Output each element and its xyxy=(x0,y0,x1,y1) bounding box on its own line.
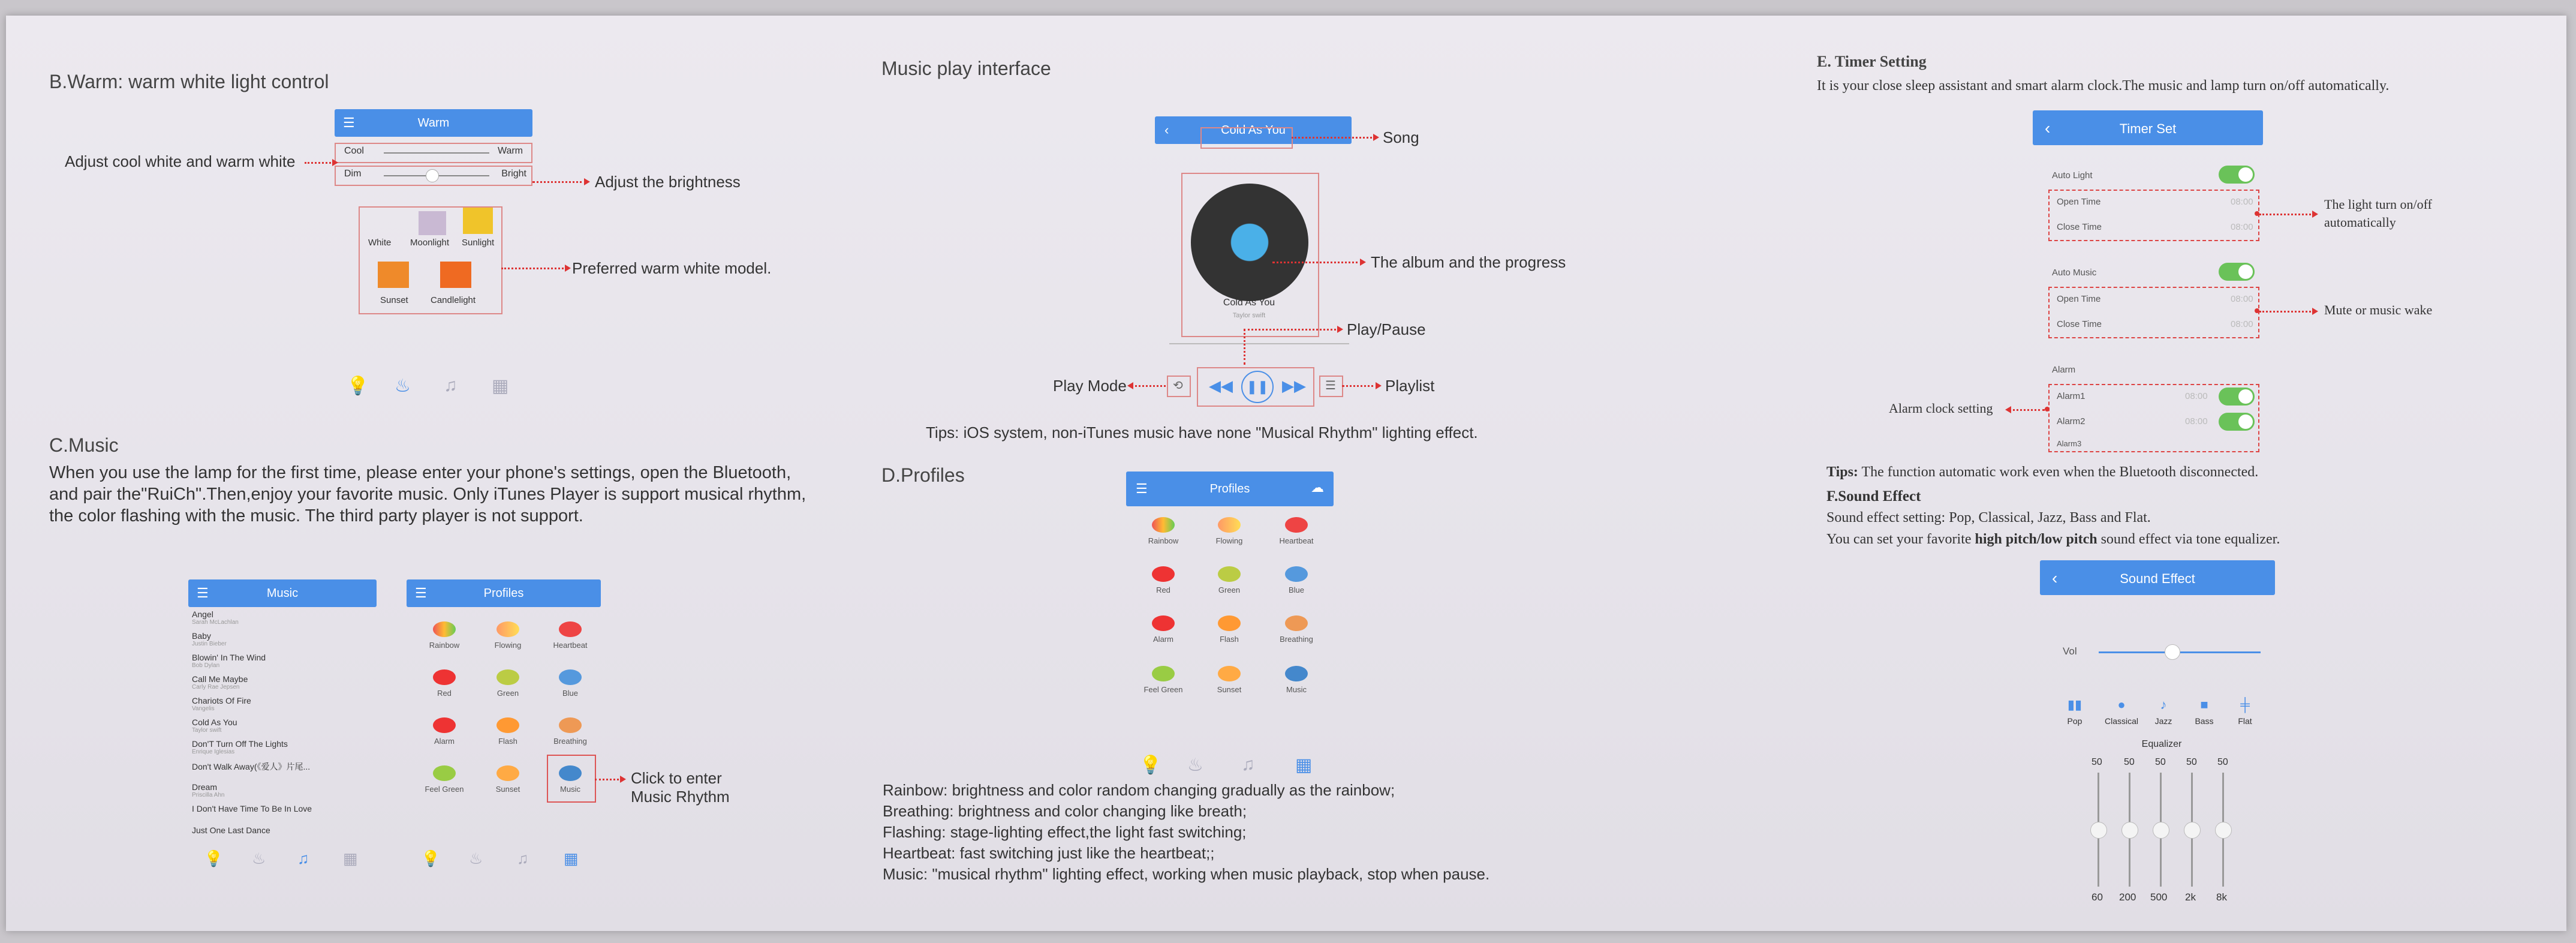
arrow-music-wake xyxy=(2259,311,2315,313)
sunlight-swatch[interactable] xyxy=(463,208,493,234)
eq-knob-200[interactable] xyxy=(2121,822,2138,839)
back-icon[interactable]: ‹ xyxy=(1164,122,1169,137)
bright-label: Bright xyxy=(501,169,526,179)
back-icon[interactable]: ‹ xyxy=(2045,119,2051,137)
list-item[interactable]: Angel Sarah McLachlan xyxy=(192,609,239,626)
profile-flash[interactable]: Flash xyxy=(481,717,535,746)
alarm1-val[interactable]: 08:00 xyxy=(2185,391,2208,401)
list-item[interactable]: Just One Last Dance xyxy=(192,825,270,835)
desc-heartbeat: Heartbeat: fast switching just like the heartbeat;; xyxy=(883,844,1215,862)
profiles-heading: D.Profiles xyxy=(881,464,965,486)
candlelight-swatch[interactable] xyxy=(440,262,471,288)
list-item[interactable]: Baby Justin Bieber xyxy=(192,631,227,647)
profile-blue[interactable]: Blue xyxy=(543,669,597,698)
profile-breathing[interactable]: Breathing xyxy=(1266,615,1326,644)
menu-icon[interactable]: ☰ xyxy=(343,115,355,130)
profiles-tab-icon[interactable]: ▦ xyxy=(343,849,358,867)
bulb-tab-icon[interactable]: 💡 xyxy=(1139,755,1162,775)
ann-brightness: Adjust the brightness xyxy=(595,173,741,191)
music-list-bar xyxy=(188,579,377,607)
eq-freq-60: 60 xyxy=(2092,891,2103,903)
jazz-icon[interactable]: ♪ xyxy=(2160,697,2167,712)
warm-tab-icon[interactable]: ♨ xyxy=(469,849,483,867)
warm-tab-icon[interactable]: ♨ xyxy=(395,376,411,396)
eq-freq-500: 500 xyxy=(2150,891,2168,903)
eq-val-8k: 50 xyxy=(2217,757,2228,767)
preset-pop[interactable]: Pop xyxy=(2067,716,2083,726)
cmusic-heading: C.Music xyxy=(49,434,119,456)
eq-val-60: 50 xyxy=(2092,757,2102,767)
sound-line2: You can set your favorite high pitch/low pitch sound effect via tone equalizer. xyxy=(1826,531,2280,547)
music-tab-icon[interactable]: ♫ xyxy=(297,849,309,867)
light-close-val[interactable]: 08:00 xyxy=(2231,222,2253,232)
preset-jazz[interactable]: Jazz xyxy=(2154,716,2172,726)
menu-icon[interactable]: ☰ xyxy=(1136,481,1148,496)
ann-cool-warm: Adjust cool white and warm white xyxy=(65,152,296,170)
album-song: Cold As You xyxy=(1223,298,1275,308)
back-icon[interactable]: ‹ xyxy=(2052,569,2058,587)
cool-label: Cool xyxy=(344,146,364,156)
warm-heading: B.Warm: warm white light control xyxy=(49,71,329,92)
arrow-brightness xyxy=(532,181,586,183)
bass-icon[interactable]: ■ xyxy=(2200,697,2208,712)
preset-flat[interactable]: Flat xyxy=(2238,716,2252,726)
list-item[interactable]: Blowin' In The Wind Bob Dylan xyxy=(192,653,266,669)
list-item[interactable]: Cold As You Taylor swift xyxy=(192,717,237,734)
light-close-time[interactable]: Close Time xyxy=(2057,222,2102,232)
flat-icon[interactable]: ╪ xyxy=(2240,697,2250,712)
warm-bar-title: Warm xyxy=(417,116,450,130)
bulb-tab-icon[interactable]: 💡 xyxy=(347,376,369,396)
ann-playpause: Play/Pause xyxy=(1347,320,1426,338)
pop-icon[interactable]: ▮▮ xyxy=(2067,697,2083,712)
profile-heartbeat[interactable]: Heartbeat xyxy=(543,621,597,650)
profile-rainbow[interactable]: Rainbow xyxy=(417,621,471,650)
profile-breathing[interactable]: Breathing xyxy=(543,717,597,746)
classical-icon[interactable]: ● xyxy=(2117,697,2126,712)
ann-song: Song xyxy=(1383,128,1419,146)
ann-light: The light turn on/off automatically xyxy=(2324,197,2432,230)
profiles-desc xyxy=(883,780,1489,885)
eq-freq-200: 200 xyxy=(2119,891,2136,903)
profile-flash[interactable]: Flash xyxy=(1199,615,1259,644)
profile-blue[interactable]: Blue xyxy=(1266,566,1326,594)
light-open-time[interactable]: Open Time xyxy=(2057,197,2101,207)
sound-bar xyxy=(2040,560,2275,595)
bulb-tab-icon[interactable]: 💡 xyxy=(204,849,224,867)
arrow-alarm xyxy=(2009,409,2045,411)
music-open-time[interactable]: Open Time xyxy=(2057,294,2101,304)
profiles-small-title: Profiles xyxy=(483,587,524,600)
vol-label: Vol xyxy=(2063,645,2077,657)
ann-album: The album and the progress xyxy=(1371,253,1566,271)
arrow-cool-warm xyxy=(305,162,335,164)
bluetooth-speaker-icon[interactable]: ☁ xyxy=(1311,480,1324,495)
list-item[interactable]: Don'T Turn Off The Lights Enrique Iglesias xyxy=(192,739,288,755)
music-tab-icon[interactable]: ♫ xyxy=(1241,755,1255,774)
alarm3-label[interactable]: Alarm3 xyxy=(2057,439,2082,448)
album-artist: Taylor swift xyxy=(1232,312,1266,319)
list-item[interactable]: Chariots Of Fire Vangelis xyxy=(192,696,251,712)
playlist-box[interactable] xyxy=(1319,376,1343,397)
timer-bar-title: Timer Set xyxy=(2119,121,2177,136)
warm-label: Warm xyxy=(497,146,523,156)
profile-sunset[interactable]: Sunset xyxy=(481,765,535,794)
menu-icon[interactable]: ☰ xyxy=(415,585,427,600)
light-open-val[interactable]: 08:00 xyxy=(2231,197,2253,207)
alarm1-label[interactable]: Alarm1 xyxy=(2057,391,2086,401)
profile-rainbow[interactable]: Rainbow xyxy=(1133,517,1193,545)
alarm2-toggle[interactable] xyxy=(2219,413,2255,431)
profile-green[interactable]: Green xyxy=(481,669,535,698)
alarm2-label[interactable]: Alarm2 xyxy=(2057,416,2086,427)
eq-knob-500[interactable] xyxy=(2153,822,2169,839)
music-tab-icon[interactable]: ♫ xyxy=(517,849,529,867)
song-list xyxy=(188,609,377,841)
arrow-play-mode xyxy=(1131,385,1166,387)
cool-warm-track xyxy=(384,152,489,154)
sound-bar-title: Sound Effect xyxy=(2120,571,2195,586)
profile-feel-green[interactable]: Feel Green xyxy=(1133,666,1193,694)
repeat-icon: ⟲ xyxy=(1173,379,1183,392)
warm-tab-icon[interactable]: ♨ xyxy=(1187,755,1203,775)
profile-alarm[interactable]: Alarm xyxy=(1133,615,1193,644)
next-icon[interactable]: ▶▶ xyxy=(1282,377,1306,395)
list-item[interactable]: Dream Priscilla Ahn xyxy=(192,782,225,798)
list-item[interactable]: Call Me Maybe Carly Rae Jepsen xyxy=(192,674,248,690)
transport-box xyxy=(1197,367,1314,407)
music-play-title: Cold As You xyxy=(1221,124,1286,137)
auto-light-toggle[interactable] xyxy=(2219,166,2255,184)
arrow-song xyxy=(1292,137,1376,139)
eq-knob-2k[interactable] xyxy=(2184,822,2201,839)
progress-track[interactable] xyxy=(1169,343,1349,344)
menu-icon[interactable]: ☰ xyxy=(197,585,209,600)
music-iface-heading: Music play interface xyxy=(881,58,1051,79)
alarm1-toggle[interactable] xyxy=(2219,388,2255,406)
ann-click-music: Click to enter Music Rhythm xyxy=(631,769,730,806)
ann-play-mode: Play Mode xyxy=(1053,377,1127,395)
moonlight-swatch[interactable] xyxy=(419,211,446,235)
timer-tips xyxy=(1826,464,2258,480)
eq-val-500: 50 xyxy=(2155,757,2166,767)
tips-label: Tips: xyxy=(1826,464,1858,480)
ann-playlist: Playlist xyxy=(1385,377,1435,395)
ann-music-wake: Mute or music wake xyxy=(2324,302,2433,317)
profile-music[interactable]: Music xyxy=(543,765,597,794)
cool-warm-slider[interactable] xyxy=(335,143,532,163)
profile-sunset[interactable]: Sunset xyxy=(1199,666,1259,694)
music-profile-highlight xyxy=(547,755,596,803)
music-open-val[interactable]: 08:00 xyxy=(2231,294,2253,304)
line-playpause xyxy=(1244,329,1245,365)
alarm-dot xyxy=(2045,407,2050,412)
sound-line1: Sound effect setting: Pop, Classical, Jazz, Bass and Flat. xyxy=(1826,510,2151,525)
music-dot xyxy=(2255,308,2259,313)
ann-model: Preferred warm white model. xyxy=(572,259,772,277)
arrow-click-music xyxy=(595,779,622,780)
profile-alarm[interactable]: Alarm xyxy=(417,717,471,746)
desc-music: Music: "musical rhythm" lighting effect, working when music playback, stop when pause. xyxy=(883,865,1490,883)
bulb-tab-icon[interactable]: 💡 xyxy=(421,849,441,867)
profile-heartbeat[interactable]: Heartbeat xyxy=(1266,517,1326,545)
list-item[interactable]: I Don't Have Time To Be In Love xyxy=(192,804,312,813)
auto-music-label: Auto Music xyxy=(2052,268,2097,278)
timer-bar xyxy=(2033,110,2263,145)
cmusic-para: When you use the lamp for the first time, please enter your phone's settings, open the Bluetooth, and pair the"RuiCh".Then,enjoy your favorite music. Only iTunes Player is support musical rhythm, the color flashing with the music. The third party player is not support. xyxy=(49,463,806,525)
profile-flowing[interactable]: Flowing xyxy=(481,621,535,650)
profile-red[interactable]: Red xyxy=(1133,566,1193,594)
pause-icon[interactable]: ❚❚ xyxy=(1241,371,1274,403)
auto-light-label: Auto Light xyxy=(2052,170,2093,181)
warm-tab-icon[interactable]: ♨ xyxy=(252,849,266,867)
model-moonlight[interactable]: Moonlight xyxy=(410,238,450,248)
light-dot xyxy=(2255,211,2259,216)
alarm-label: Alarm xyxy=(2052,365,2076,375)
music-tab-icon[interactable]: ♫ xyxy=(444,376,458,395)
profiles-tab-icon[interactable]: ▦ xyxy=(492,376,509,396)
warm-title-bar xyxy=(335,109,532,137)
profiles-bar-title: Profiles xyxy=(1209,482,1250,495)
eq-knob-8k[interactable] xyxy=(2215,822,2232,839)
ann-alarm: Alarm clock setting xyxy=(1889,401,1993,416)
song-highlight xyxy=(1200,127,1293,149)
preset-bass[interactable]: Bass xyxy=(2195,716,2214,726)
desc-rainbow: Rainbow: brightness and color random changing gradually as the rainbow; xyxy=(883,781,1395,799)
desc-flashing: Flashing: stage-lighting effect,the light fast switching; xyxy=(883,823,1247,841)
profile-flowing[interactable]: Flowing xyxy=(1199,517,1259,545)
play-mode-box[interactable] xyxy=(1167,376,1191,397)
arrow-light xyxy=(2259,214,2315,215)
music-close-val[interactable]: 08:00 xyxy=(2231,319,2253,329)
manual-sheet xyxy=(6,16,2566,931)
prev-icon[interactable]: ◀◀ xyxy=(1209,377,1233,395)
profiles-small-bar xyxy=(407,579,601,607)
model-sunlight[interactable]: Sunlight xyxy=(462,238,495,248)
eq-val-2k: 50 xyxy=(2186,757,2197,767)
model-white[interactable]: White xyxy=(368,238,392,248)
desc-breathing: Breathing: brightness and color changing like breath; xyxy=(883,802,1247,820)
eq-freq-2k: 2k xyxy=(2185,891,2196,903)
timer-heading: E. Timer Setting xyxy=(1817,53,1927,70)
profile-feel-green[interactable]: Feel Green xyxy=(417,765,471,794)
eq-knob-60[interactable] xyxy=(2090,822,2107,839)
arrow-model xyxy=(501,268,567,269)
profile-green[interactable]: Green xyxy=(1199,566,1259,594)
tips-text: The function automatic work even when the Bluetooth disconnected. xyxy=(1858,464,2259,480)
profile-music[interactable]: Music xyxy=(1266,666,1326,694)
preset-classical[interactable]: Classical xyxy=(2104,716,2138,726)
profile-red[interactable]: Red xyxy=(417,669,471,698)
brightness-knob[interactable] xyxy=(426,169,439,182)
arrow-playlist xyxy=(1342,385,1378,387)
list-item[interactable]: Don't Walk Away(《爱人》片尾... xyxy=(192,762,311,771)
profiles-tab-icon[interactable]: ▦ xyxy=(1295,755,1313,775)
profiles-bar xyxy=(1126,472,1334,506)
eq-title: Equalizer xyxy=(2141,739,2182,749)
album-disc xyxy=(1191,184,1308,301)
playlist-icon: ☰ xyxy=(1325,379,1336,392)
arrow-playpause xyxy=(1244,329,1340,331)
alarm2-val[interactable]: 08:00 xyxy=(2185,416,2208,427)
model-sunset[interactable]: Sunset xyxy=(380,295,408,305)
eq-val-200: 50 xyxy=(2124,757,2135,767)
sound-heading: F.Sound Effect xyxy=(1826,488,1921,504)
eq-freq-8k: 8k xyxy=(2216,891,2227,903)
model-candlelight[interactable]: Candlelight xyxy=(431,295,476,305)
vol-knob[interactable] xyxy=(2165,644,2180,660)
music-tips: Tips: iOS system, non-iTunes music have none "Musical Rhythm" lighting effect. xyxy=(926,424,1478,442)
sunset-swatch[interactable] xyxy=(378,262,409,288)
timer-sub: It is your close sleep assistant and smart alarm clock.The music and lamp turn on/off automatically. xyxy=(1817,78,2390,94)
auto-music-toggle[interactable] xyxy=(2219,263,2255,281)
dim-label: Dim xyxy=(344,169,362,179)
arrow-album xyxy=(1272,262,1362,263)
brightness-slider[interactable] xyxy=(335,166,532,186)
music-close-time[interactable]: Close Time xyxy=(2057,319,2102,329)
music-list-title: Music xyxy=(266,587,299,600)
profiles-tab-icon[interactable]: ▦ xyxy=(564,849,579,867)
